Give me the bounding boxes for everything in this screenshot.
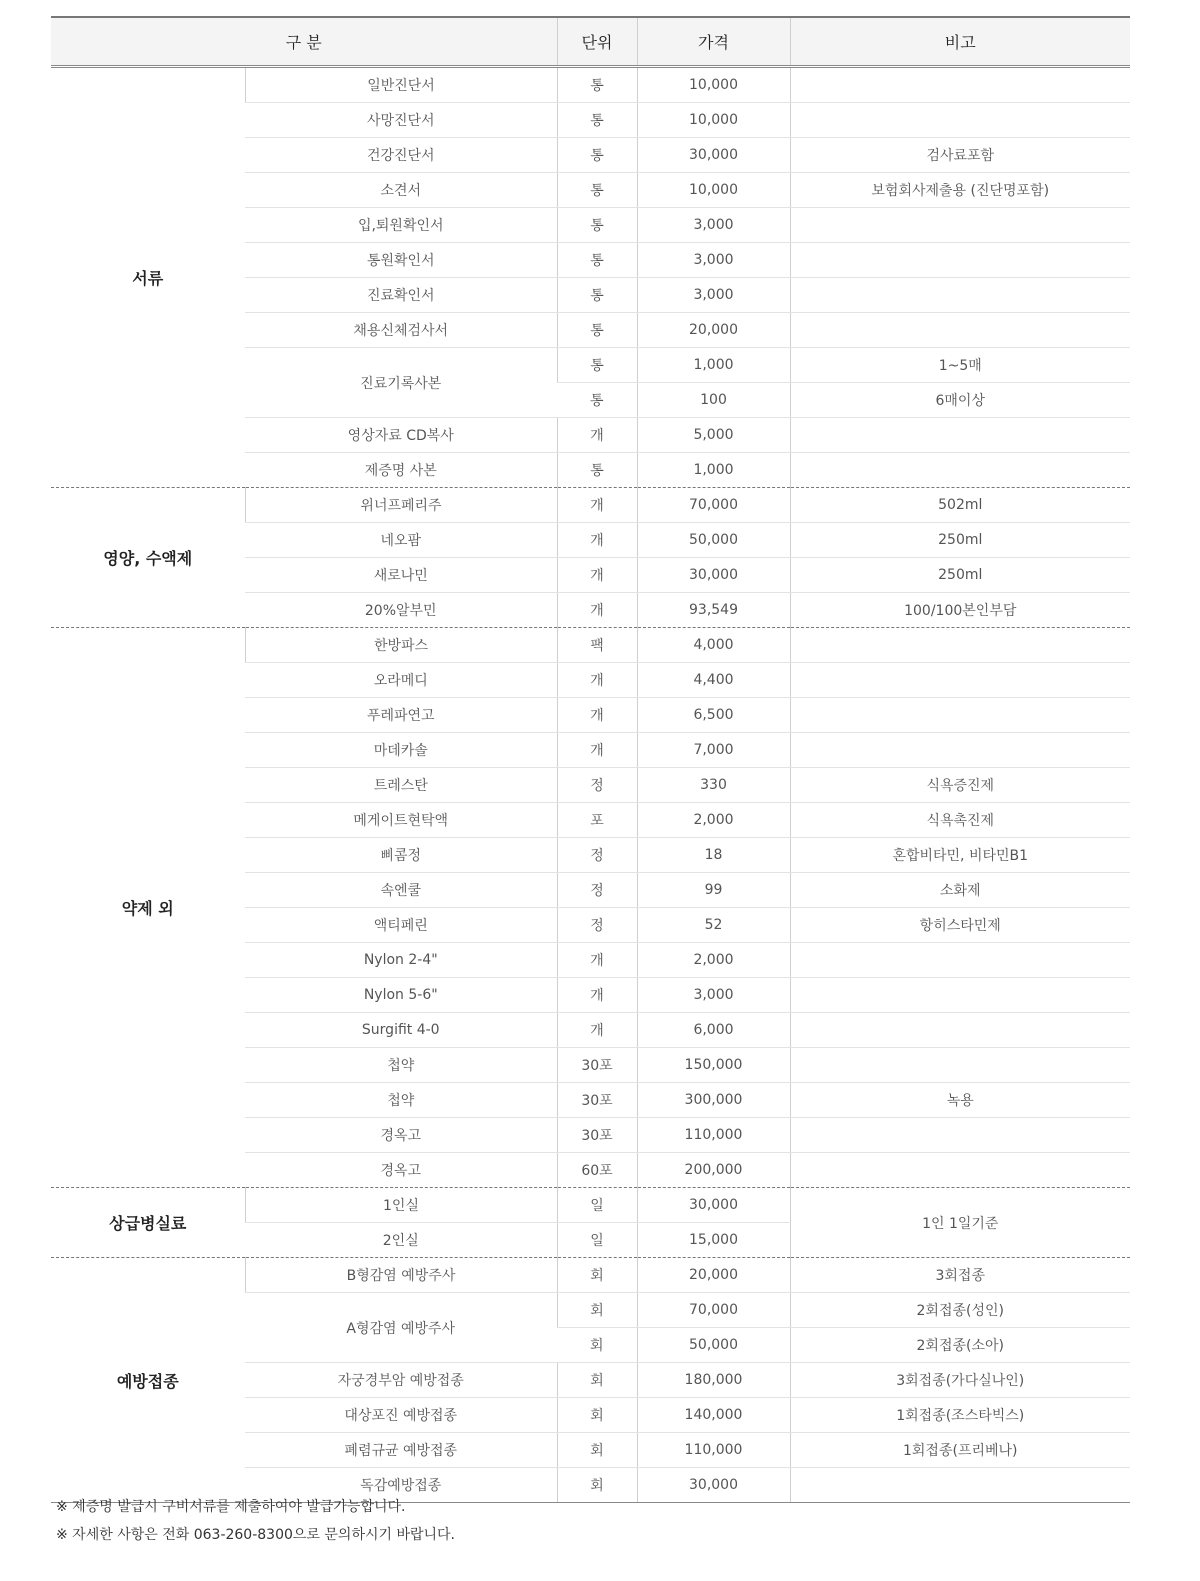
price-cell: 7,000 xyxy=(637,733,790,768)
note-cell xyxy=(790,67,1130,103)
unit-cell: 통 xyxy=(557,67,637,103)
note-cell xyxy=(790,103,1130,138)
note-cell: 502ml xyxy=(790,488,1130,523)
note-cell xyxy=(790,1153,1130,1188)
category-cell: 상급병실료 xyxy=(51,1188,245,1258)
note-cell: 250ml xyxy=(790,558,1130,593)
note-cell: 검사료포함 xyxy=(790,138,1130,173)
item-cell: 1인실 xyxy=(245,1188,557,1223)
unit-cell: 개 xyxy=(557,593,637,628)
item-cell: 폐렴규균 예방접종 xyxy=(245,1433,557,1468)
note-cell: 3회접종 xyxy=(790,1258,1130,1293)
price-cell: 30,000 xyxy=(637,558,790,593)
unit-cell: 개 xyxy=(557,1013,637,1048)
note-cell xyxy=(790,1118,1130,1153)
item-cell: 속엔쿨 xyxy=(245,873,557,908)
unit-cell: 정 xyxy=(557,873,637,908)
price-cell: 70,000 xyxy=(637,488,790,523)
price-cell: 110,000 xyxy=(637,1118,790,1153)
price-cell: 10,000 xyxy=(637,103,790,138)
price-cell: 330 xyxy=(637,768,790,803)
unit-cell: 개 xyxy=(557,663,637,698)
note-cell xyxy=(790,1048,1130,1083)
item-cell: 입,퇴원확인서 xyxy=(245,208,557,243)
item-cell: 경옥고 xyxy=(245,1153,557,1188)
unit-cell: 포 xyxy=(557,803,637,838)
item-cell: 20%알부민 xyxy=(245,593,557,628)
price-cell: 30,000 xyxy=(637,1188,790,1223)
category-cell: 서류 xyxy=(51,67,245,488)
note-cell xyxy=(790,698,1130,733)
unit-cell: 개 xyxy=(557,943,637,978)
note-cell xyxy=(790,278,1130,313)
item-cell: 채용신체검사서 xyxy=(245,313,557,348)
unit-cell: 통 xyxy=(557,453,637,488)
item-cell: 대상포진 예방접종 xyxy=(245,1398,557,1433)
note-cell xyxy=(790,663,1130,698)
item-cell: 삐콤정 xyxy=(245,838,557,873)
unit-cell: 개 xyxy=(557,488,637,523)
price-cell: 20,000 xyxy=(637,1258,790,1293)
price-cell: 2,000 xyxy=(637,803,790,838)
note-cell: 식욕촉진제 xyxy=(790,803,1130,838)
note-cell: 1인 1일기준 xyxy=(790,1188,1130,1258)
note-cell xyxy=(790,628,1130,663)
note-cell xyxy=(790,733,1130,768)
note-cell xyxy=(790,418,1130,453)
price-cell: 30,000 xyxy=(637,138,790,173)
note-cell: 항히스타민제 xyxy=(790,908,1130,943)
price-cell: 3,000 xyxy=(637,208,790,243)
item-cell: Nylon 5-6" xyxy=(245,978,557,1013)
price-cell: 1,000 xyxy=(637,453,790,488)
price-cell: 1,000 xyxy=(637,348,790,383)
price-cell: 6,500 xyxy=(637,698,790,733)
item-cell: 소견서 xyxy=(245,173,557,208)
unit-cell: 회 xyxy=(557,1258,637,1293)
note-cell: 2회접종(소아) xyxy=(790,1328,1130,1363)
unit-cell: 회 xyxy=(557,1328,637,1363)
note-cell: 2회접종(성인) xyxy=(790,1293,1130,1328)
note-cell xyxy=(790,978,1130,1013)
note-cell xyxy=(790,313,1130,348)
price-cell: 180,000 xyxy=(637,1363,790,1398)
note-cell xyxy=(790,1468,1130,1503)
unit-cell: 회 xyxy=(557,1293,637,1328)
note-cell: 1회접종(조스타빅스) xyxy=(790,1398,1130,1433)
item-cell: 영상자료 CD복사 xyxy=(245,418,557,453)
category-cell: 예방접종 xyxy=(51,1258,245,1503)
item-cell: 새로나민 xyxy=(245,558,557,593)
price-cell: 20,000 xyxy=(637,313,790,348)
price-cell: 50,000 xyxy=(637,1328,790,1363)
unit-cell: 회 xyxy=(557,1363,637,1398)
price-cell: 70,000 xyxy=(637,1293,790,1328)
unit-cell: 통 xyxy=(557,278,637,313)
item-cell: 한방파스 xyxy=(245,628,557,663)
item-cell: 네오팜 xyxy=(245,523,557,558)
price-cell: 99 xyxy=(637,873,790,908)
footnotes xyxy=(56,1493,455,1549)
note-cell: 6매이상 xyxy=(790,383,1130,418)
unit-cell: 통 xyxy=(557,103,637,138)
unit-cell: 정 xyxy=(557,908,637,943)
price-cell: 100 xyxy=(637,383,790,418)
unit-cell: 개 xyxy=(557,733,637,768)
price-cell: 150,000 xyxy=(637,1048,790,1083)
header-row xyxy=(51,17,1130,67)
unit-cell: 통 xyxy=(557,173,637,208)
price-cell: 93,549 xyxy=(637,593,790,628)
price-cell: 200,000 xyxy=(637,1153,790,1188)
item-cell: 사망진단서 xyxy=(245,103,557,138)
item-cell: 마데카솔 xyxy=(245,733,557,768)
item-cell: 오라메디 xyxy=(245,663,557,698)
unit-cell: 30포 xyxy=(557,1083,637,1118)
unit-cell: 일 xyxy=(557,1188,637,1223)
price-cell: 15,000 xyxy=(637,1223,790,1258)
unit-cell: 30포 xyxy=(557,1118,637,1153)
note-cell: 250ml xyxy=(790,523,1130,558)
category-cell: 영양, 수액제 xyxy=(51,488,245,628)
price-cell: 3,000 xyxy=(637,243,790,278)
note-cell: 식욕증진제 xyxy=(790,768,1130,803)
unit-cell: 30포 xyxy=(557,1048,637,1083)
price-cell: 140,000 xyxy=(637,1398,790,1433)
unit-cell: 통 xyxy=(557,208,637,243)
unit-cell: 회 xyxy=(557,1398,637,1433)
price-cell: 6,000 xyxy=(637,1013,790,1048)
item-cell: 위너프페리주 xyxy=(245,488,557,523)
unit-cell: 통 xyxy=(557,348,637,383)
note-cell xyxy=(790,243,1130,278)
unit-cell: 회 xyxy=(557,1468,637,1503)
fee-table xyxy=(51,16,1130,1503)
item-cell: Nylon 2-4" xyxy=(245,943,557,978)
header-price: 가격 xyxy=(637,17,790,67)
unit-cell: 개 xyxy=(557,698,637,733)
unit-cell: 정 xyxy=(557,838,637,873)
unit-cell: 개 xyxy=(557,523,637,558)
note-cell xyxy=(790,1013,1130,1048)
item-cell: 자궁경부암 예방접종 xyxy=(245,1363,557,1398)
table-header xyxy=(51,17,1130,67)
price-cell: 52 xyxy=(637,908,790,943)
unit-cell: 정 xyxy=(557,768,637,803)
unit-cell: 개 xyxy=(557,978,637,1013)
item-cell: 통원확인서 xyxy=(245,243,557,278)
footnote-contact: ※ 자세한 사항은 전화 063-260-8300으로 문의하시기 바랍니다. xyxy=(56,1527,456,1543)
unit-cell: 통 xyxy=(557,313,637,348)
item-cell: 경옥고 xyxy=(245,1118,557,1153)
item-cell: 트레스탄 xyxy=(245,768,557,803)
unit-cell: 회 xyxy=(557,1433,637,1468)
note-cell xyxy=(790,208,1130,243)
item-cell: 첩약 xyxy=(245,1083,557,1118)
note-cell: 1~5매 xyxy=(790,348,1130,383)
note-cell xyxy=(790,943,1130,978)
price-cell: 18 xyxy=(637,838,790,873)
header-category: 구 분 xyxy=(51,17,557,67)
item-cell: 독감예방접종 xyxy=(245,1468,557,1503)
price-cell: 300,000 xyxy=(637,1083,790,1118)
note-cell: 녹용 xyxy=(790,1083,1130,1118)
unit-cell: 60포 xyxy=(557,1153,637,1188)
note-cell: 1회접종(프리베나) xyxy=(790,1433,1130,1468)
header-unit: 단위 xyxy=(557,17,637,67)
price-cell: 30,000 xyxy=(637,1468,790,1503)
footnote-documents: ※ 제증명 발급시 구비서류를 제출하여야 발급가능합니다. xyxy=(56,1499,406,1515)
unit-cell: 팩 xyxy=(557,628,637,663)
table-row xyxy=(51,1258,1130,1293)
table-row xyxy=(51,1188,1130,1223)
item-cell: 액티페린 xyxy=(245,908,557,943)
price-cell: 4,000 xyxy=(637,628,790,663)
price-cell: 2,000 xyxy=(637,943,790,978)
note-cell: 3회접종(가다실나인) xyxy=(790,1363,1130,1398)
note-cell: 혼합비타민, 비타민B1 xyxy=(790,838,1130,873)
price-cell: 5,000 xyxy=(637,418,790,453)
item-cell: A형감염 예방주사 xyxy=(245,1293,557,1363)
item-cell: 건강진단서 xyxy=(245,138,557,173)
price-cell: 10,000 xyxy=(637,173,790,208)
note-cell: 100/100본인부담 xyxy=(790,593,1130,628)
item-cell: 푸레파연고 xyxy=(245,698,557,733)
price-cell: 110,000 xyxy=(637,1433,790,1468)
table-row xyxy=(51,628,1130,663)
note-cell: 보험회사제출용 (진단명포함) xyxy=(790,173,1130,208)
unit-cell: 통 xyxy=(557,243,637,278)
unit-cell: 일 xyxy=(557,1223,637,1258)
table-body xyxy=(51,67,1130,1503)
item-cell: 진료확인서 xyxy=(245,278,557,313)
price-cell: 10,000 xyxy=(637,67,790,103)
unit-cell: 통 xyxy=(557,383,637,418)
item-cell: 일반진단서 xyxy=(245,67,557,103)
price-cell: 4,400 xyxy=(637,663,790,698)
unit-cell: 통 xyxy=(557,138,637,173)
item-cell: 2인실 xyxy=(245,1223,557,1258)
price-cell: 3,000 xyxy=(637,278,790,313)
price-cell: 50,000 xyxy=(637,523,790,558)
note-cell: 소화제 xyxy=(790,873,1130,908)
unit-cell: 개 xyxy=(557,558,637,593)
table-row xyxy=(51,67,1130,103)
note-cell xyxy=(790,453,1130,488)
item-cell: 진료기록사본 xyxy=(245,348,557,418)
header-note: 비고 xyxy=(790,17,1130,67)
item-cell: 첩약 xyxy=(245,1048,557,1083)
item-cell: Surgifit 4-0 xyxy=(245,1013,557,1048)
category-cell: 약제 외 xyxy=(51,628,245,1188)
table-row xyxy=(51,488,1130,523)
item-cell: 제증명 사본 xyxy=(245,453,557,488)
item-cell: B형감염 예방주사 xyxy=(245,1258,557,1293)
item-cell: 메게이트현탁액 xyxy=(245,803,557,838)
unit-cell: 개 xyxy=(557,418,637,453)
price-cell: 3,000 xyxy=(637,978,790,1013)
